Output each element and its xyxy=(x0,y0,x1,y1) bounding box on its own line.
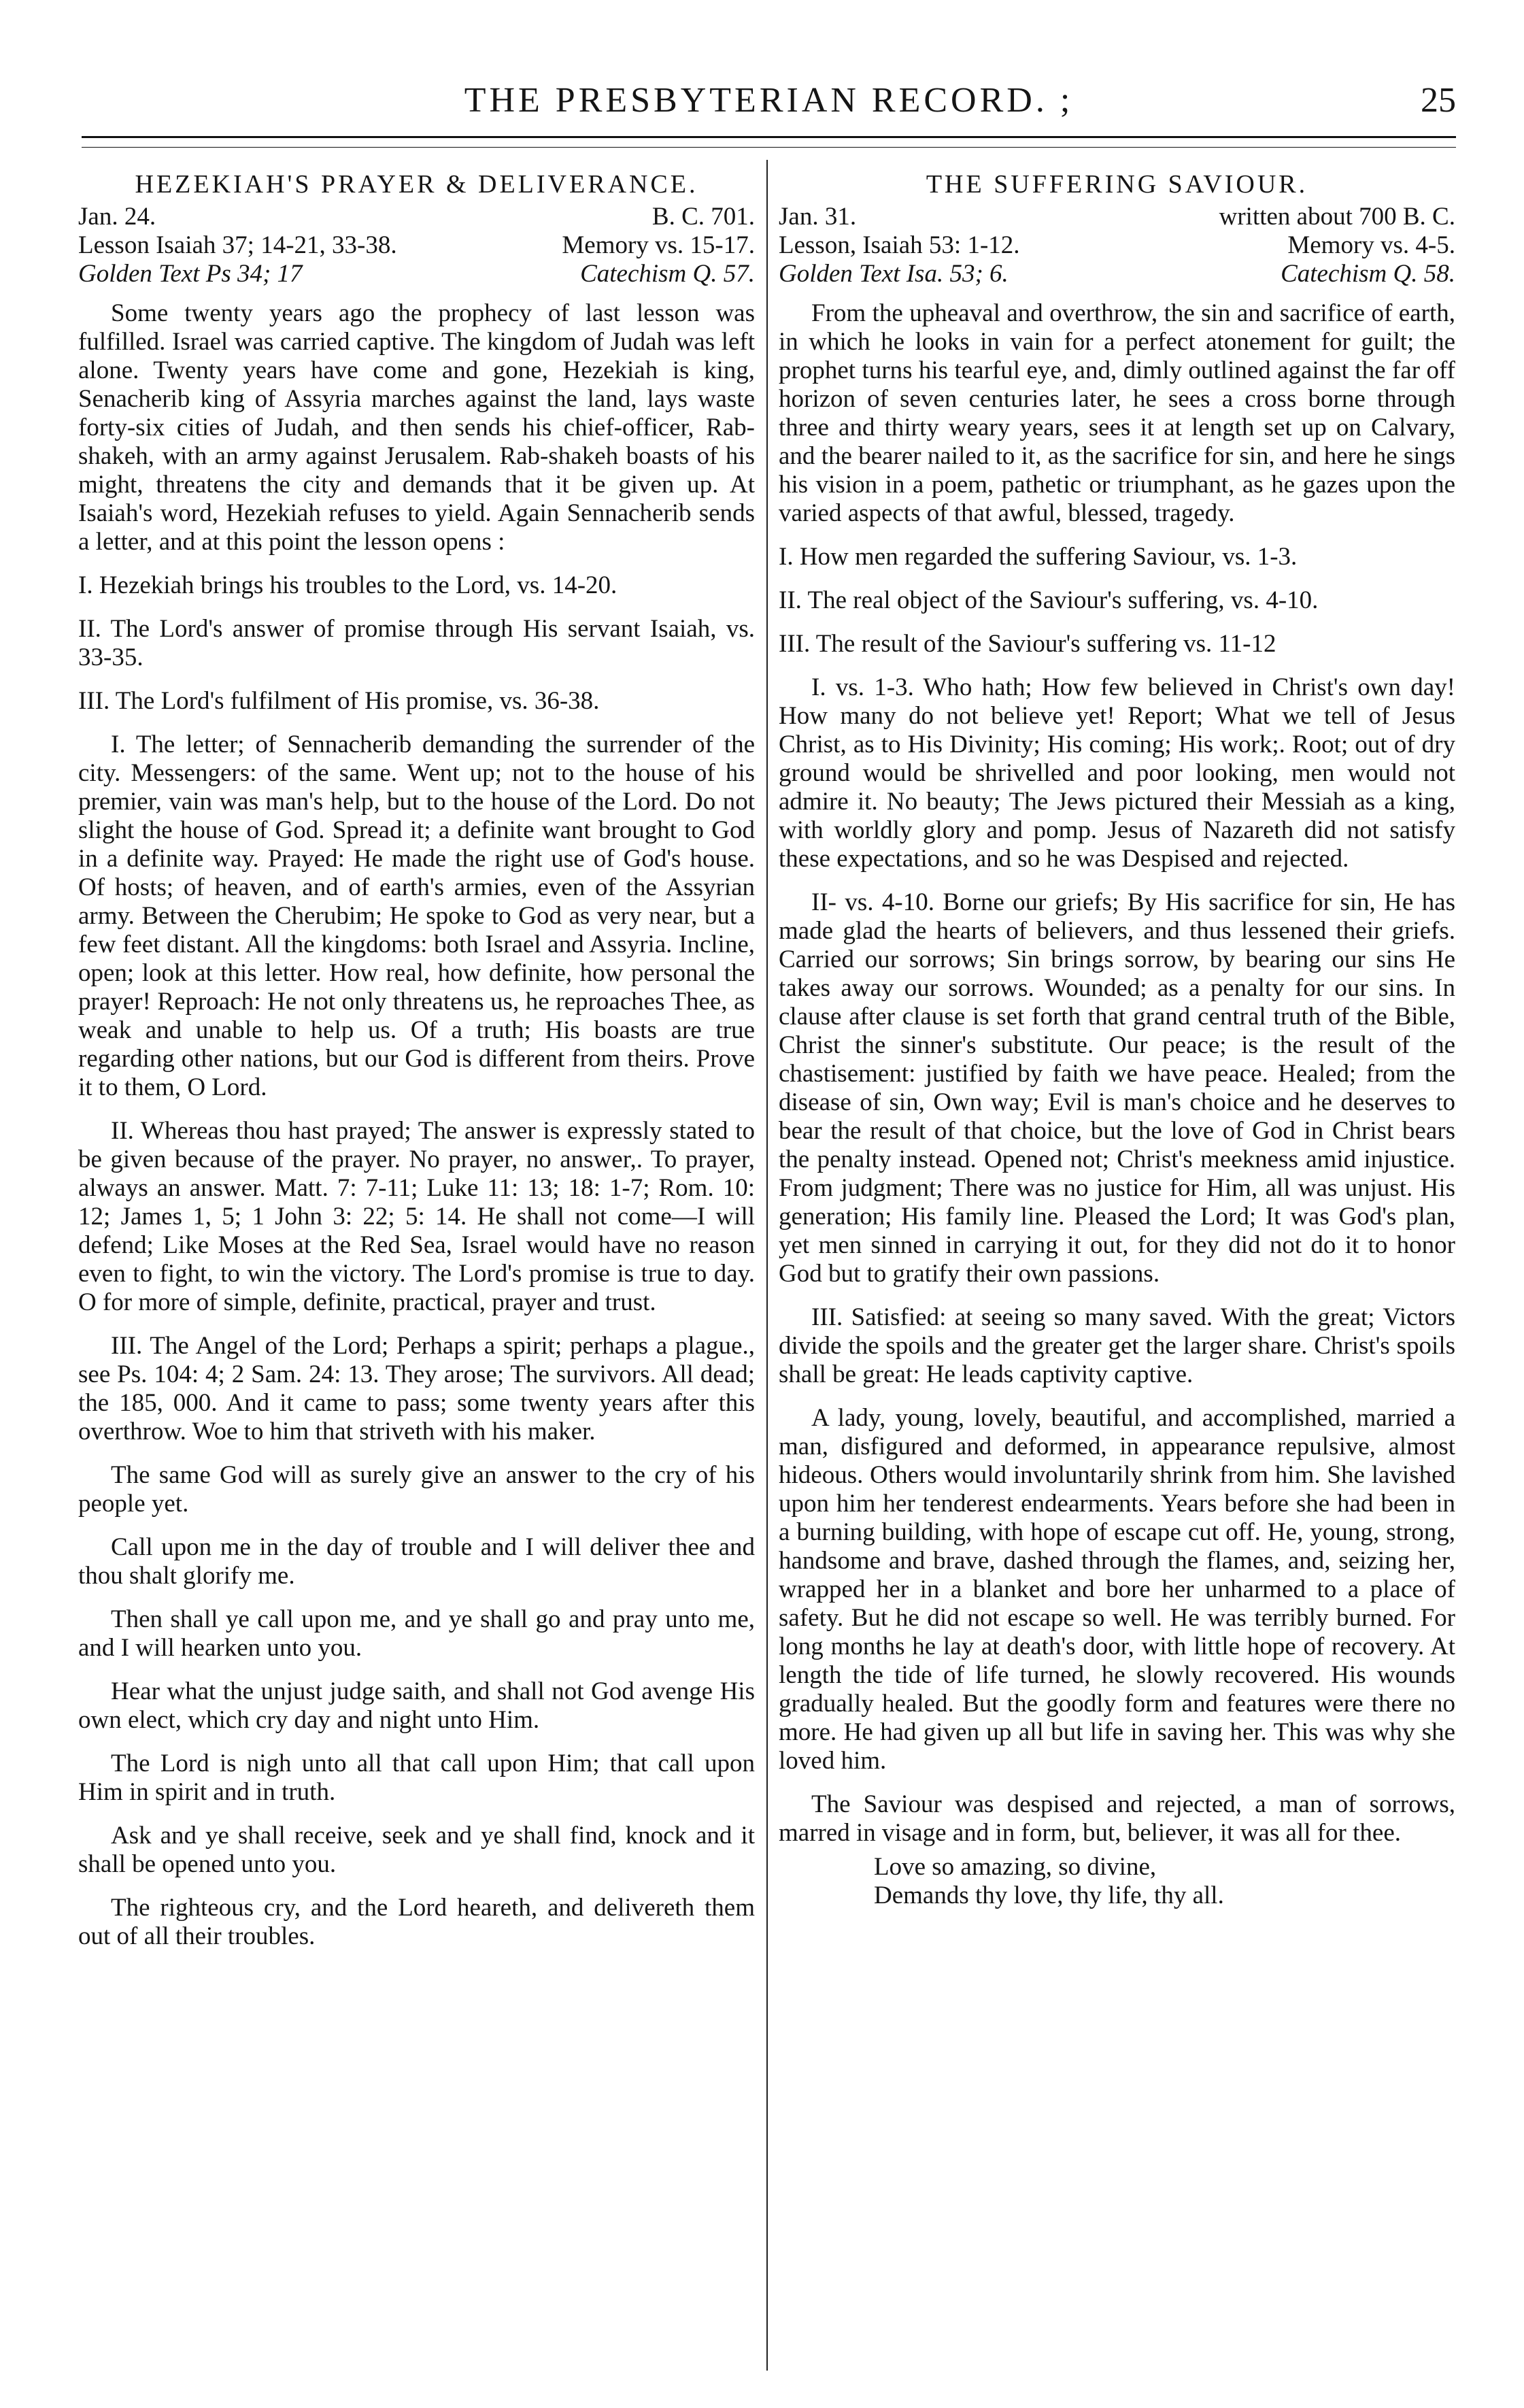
outline-item: II. The Lord's answer of promise through His servant Isaiah, vs. 33-35. xyxy=(78,615,755,671)
catechism: Catechism Q. 58. xyxy=(1281,260,1455,288)
memory-verses: Memory vs. 15-17. xyxy=(562,231,755,259)
lesson-era: B. C. 701. xyxy=(651,203,755,231)
outline-item: II. The real object of the Saviour's suffering, vs. 4-10. xyxy=(779,586,1319,614)
closing-paragraph: The Saviour was despised and rejected, a man of sorrows, marred in visage and in form, but, believer, it was all for thee. xyxy=(779,1790,1455,1847)
right-column xyxy=(779,170,1455,1910)
catechism: Catechism Q. 57. xyxy=(580,260,755,288)
verse: The Lord is nigh unto all that call upon Him; that call upon Him in spirit and in truth. xyxy=(78,1750,755,1806)
lesson-reference: Lesson Isaiah 37; 14-21, 33-38. xyxy=(78,231,397,259)
lesson-era: written about 700 B. C. xyxy=(1219,203,1455,231)
verse: Then shall ye call upon me, and ye shall go and pray unto me, and I will hearken unto you. xyxy=(78,1605,755,1662)
golden-text: Golden Text Isa. 53; 6. xyxy=(779,260,1009,288)
lesson-title: THE SUFFERING SAVIOUR. xyxy=(926,170,1308,199)
poem-line: Demands thy love, thy life, thy all. xyxy=(874,1882,1224,1909)
memory-verses: Memory vs. 4-5. xyxy=(1287,231,1455,259)
header-rule-thick xyxy=(82,136,1456,138)
notes-section-1: I. vs. 1-3. Who hath; How few believed in Christ's own day! How many do not believe yet! Report; What we tell of Jesus Christ, as to His Divinity; His coming; His work;. Root; out of dry ground would be shrivelled and poor looking, men would not admire it. No beauty; The Jews pictured their Messiah as a king, with worldly glory and pomp. Jesus of Nazareth did not satisfy these expectations, and so he was Despised and rejected. xyxy=(779,673,1455,873)
outline-item: III. The result of the Saviour's suffering vs. 11-12 xyxy=(779,630,1276,658)
notes-section-2: II. Whereas thou hast prayed; The answer is expressly stated to be given because of the prayer. No prayer, no answer,. To prayer, always an answer. Matt. 7: 7-11; Luke 11: 13; 18: 1-7; Rom. 10: 12; James 1, 5; 1 John 3: 22; 5: 14. He shall not come—I will defend; Like Moses at the Red Sea, Israel would have no reason even to fight, to win the victory. The Lord's promise is true to day. O for more of simple, definite, practical, prayer and trust. xyxy=(78,1117,755,1316)
verse: Ask and ye shall receive, seek and ye shall find, knock and it shall be opened unto you. xyxy=(78,1822,755,1878)
verse: The righteous cry, and the Lord heareth, and delivereth them out of all their troubles. xyxy=(78,1894,755,1950)
notes-section-3: III. Satisfied: at seeing so many saved. With the great; Victors divide the spoils and the greater get the larger share. Christ's spoils shall be great: He leads captivity captive. xyxy=(779,1303,1455,1388)
intro-paragraph: Some twenty years ago the prophecy of last lesson was fulfilled. Israel was carried captive. The kingdom of Judah was left alone. Twenty years have come and gone, Hezekiah is king, Senacherib king of Assyria marches against the land, lays waste forty-six cities of Judah, and then sends his chief-officer, Rab-shakeh, with an army against Jerusalem. Rab-shakeh boasts of his might, threatens the city and demands that it be given up. At Isaiah's word, Hezekiah refuses to yield. Again Sennacherib sends a letter, and at this point the lesson opens : xyxy=(78,299,755,556)
intro-paragraph: From the upheaval and overthrow, the sin and sacrifice of earth, in which he looks in vain for a perfect atonement for guilt; the prophet turns his tearful eye, and, dimly outlined against the far off horizon of seven centuries later, he sees a cross borne through three and thirty weary years, sees it at length set up on Calvary, and the bearer nailed to it, as the sacrifice for sin, and here he sings his vision in a poem, pathetic or triumphant, as he gazes upon the varied aspects of that awful, blessed, tragedy. xyxy=(779,299,1455,527)
page-header xyxy=(82,80,1456,141)
notes-section-1: I. The letter; of Sennacherib demanding the surrender of the city. Messengers: of the same. Went up; not to the house of his premier, vain was man's help, but to the house of the Lord. Do not slight the house of God. Spread it; a definite want brought to God in a definite way. Prayed: He made the right use of God's house. Of hosts; of heaven, and of earth's armies, even of the Assyrian army. Between the Cherubim; He spoke to God as very near, but a few feet distant. All the kingdoms: both Israel and Assyria. Incline, open; look at this letter. How real, how definite, how personal the prayer! Reproach: He not only threatens us, he reproaches Thee, as weak and unable to help us. Of a truth; His boasts are true regarding other nations, but our God is different from theirs. Prove it to them, O Lord. xyxy=(78,731,755,1101)
lesson-date: Jan. 24. xyxy=(78,203,156,231)
page-number: 25 xyxy=(1421,81,1456,120)
outline-item: I. How men regarded the suffering Saviour, vs. 1-3. xyxy=(779,543,1298,571)
lesson-title: HEZEKIAH'S PRAYER & DELIVERANCE. xyxy=(135,170,698,199)
outline-item: I. Hezekiah brings his troubles to the Lord, vs. 14-20. xyxy=(78,571,617,599)
lesson-date-row xyxy=(779,203,1455,231)
lesson-date-row xyxy=(78,203,755,231)
lesson-scripture-row xyxy=(78,231,755,260)
poem-line: Love so amazing, so divine, xyxy=(874,1853,1157,1881)
notes-section-2: II- vs. 4-10. Borne our griefs; By His sacrifice for sin, He has made glad the hearts of believers, and thus lessened their griefs. Carried our sorrows; Sin brings sorrow, by bearing our sins He takes away our sorrows. Wounded; as a penalty for our sins. In clause after clause is set forth that grand central truth of the Bible, Christ the sinner's substitute. Our peace; is the result of the chastisement: justified by faith we have peace. Healed; from the disease of sin, Own way; Evil is man's choice and he deserves to bear the result of that choice, but the love of God in Christ bears the penalty instead. Opened not; Christ's meekness amid injustice. From judgment; There was no justice for Him, all was unjust. His generation; His family line. Pleased the Lord; It was God's plan, yet men sinned in carrying it out, for they did not do it to honor God but to gratify their own passions. xyxy=(779,888,1455,1288)
golden-text: Golden Text Ps 34; 17 xyxy=(78,260,303,288)
header-rule-thin xyxy=(82,147,1456,148)
journal-title: THE PRESBYTERIAN RECORD. ; xyxy=(464,81,1074,120)
column-divider xyxy=(766,160,768,2371)
notes-section-3: III. The Angel of the Lord; Perhaps a spirit; perhaps a plague., see Ps. 104: 4; 2 Sam. 24: 13. They arose; The survivors. All dead; the 185, 000. And it came to pass; some twenty years after this overthrow. Woe to him that striveth with his maker. xyxy=(78,1332,755,1445)
illustration-story: A lady, young, lovely, beautiful, and accomplished, married a man, disfigured and deformed, in appearance repulsive, almost hideous. Others would involuntarily shrink from him. She lavished upon him her tenderest endearments. Years before she had been in a burning building, with hope of escape cut off. He, young, strong, handsome and brave, dashed through the flames, and, seizing her, wrapped her in a blanket and bore her unharmed to a place of safety. But he did not escape so well. He was terribly burned. For long months he lay at death's door, with little hope of recovery. At length the tide of life turned, he slowly recovered. His wounds gradually healed. But the goodly form and features were there no more. He had given up all but life in saving her. This was why she loved him. xyxy=(779,1404,1455,1775)
lesson-scripture-row xyxy=(779,231,1455,260)
golden-text-row xyxy=(78,260,755,288)
verse: The same God will as surely give an answer to the cry of his people yet. xyxy=(78,1461,755,1518)
verse: Call upon me in the day of trouble and I will deliver thee and thou shalt glorify me. xyxy=(78,1533,755,1590)
outline-item: III. The Lord's fulfilment of His promise, vs. 36-38. xyxy=(78,687,600,715)
left-column xyxy=(78,170,755,1966)
lesson-date: Jan. 31. xyxy=(779,203,857,231)
verse: Hear what the unjust judge saith, and shall not God avenge His own elect, which cry day and night unto Him. xyxy=(78,1677,755,1734)
golden-text-row xyxy=(779,260,1455,288)
lesson-reference: Lesson, Isaiah 53: 1-12. xyxy=(779,231,1020,259)
